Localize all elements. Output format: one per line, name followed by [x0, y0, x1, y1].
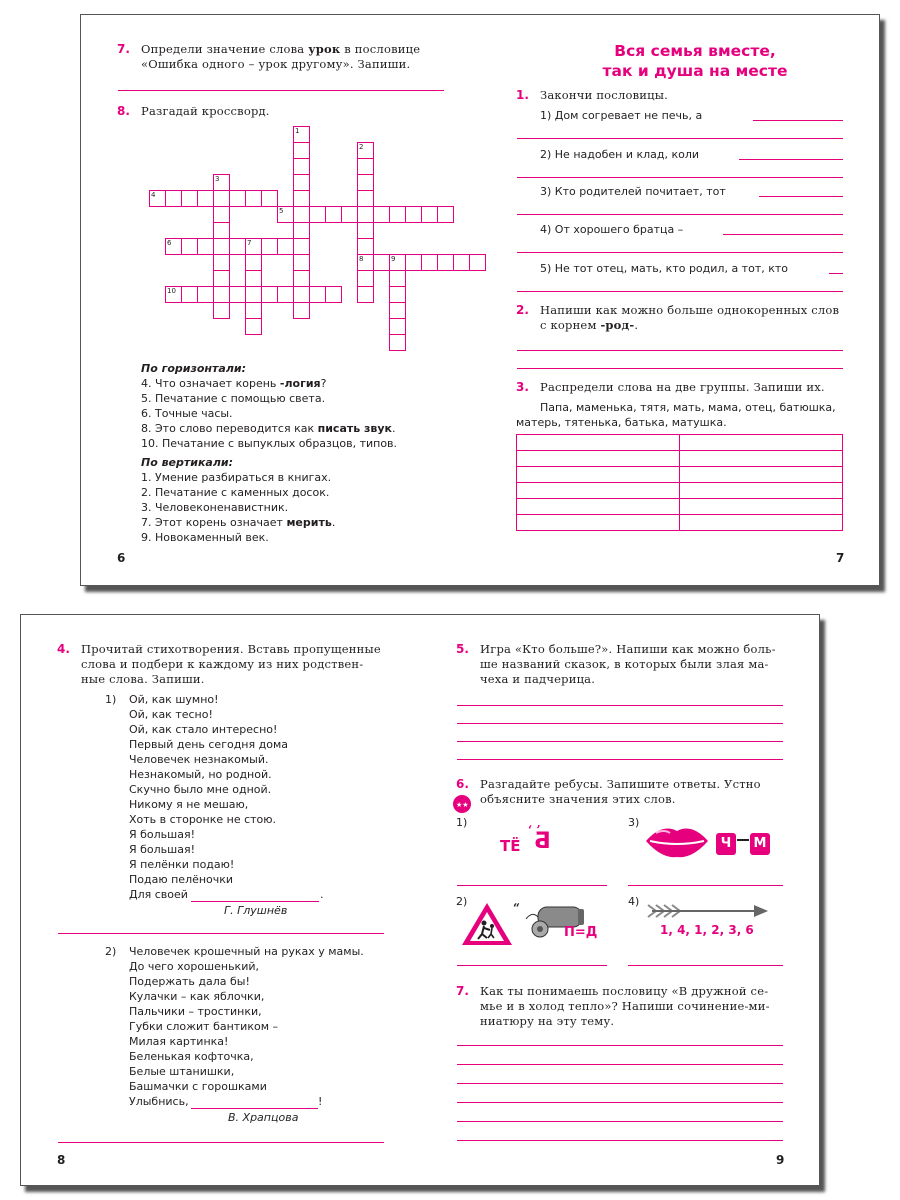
answer-line[interactable]: [457, 723, 783, 724]
clue-item: [141, 500, 461, 515]
answer-line[interactable]: [457, 759, 783, 760]
spread-pages-6-7: [80, 14, 880, 586]
q7p9-line1: Как ты понимаешь пословицу «В дружной се-: [480, 984, 769, 998]
poem-line: Хоть в сторонке не стою.: [129, 813, 277, 826]
crossword-cell[interactable]: [261, 190, 278, 207]
crossword-cell[interactable]: [437, 254, 454, 271]
crossword-cell[interactable]: [357, 206, 374, 223]
poem1-last-line: [129, 887, 188, 902]
clue-text: 2. Печатание с каменных досок.: [141, 486, 330, 499]
q7p9-line2: мье и в холод тепло»? Напиши сочинение-ми-: [480, 999, 770, 1013]
clue-end: .: [392, 422, 396, 435]
answer-line[interactable]: [457, 741, 783, 742]
proverb-item: 5) Не тот отец, мать, кто родил, а тот, кто: [540, 262, 788, 275]
table-cell[interactable]: [517, 451, 680, 467]
q5-number: 5.: [456, 642, 469, 656]
crossword-cell[interactable]: [181, 238, 198, 255]
crossword-cell[interactable]: [293, 286, 310, 303]
crossword-cell[interactable]: [213, 270, 230, 287]
svg-text:★★: ★★: [456, 801, 469, 809]
q7-text-b: в пословице: [340, 42, 421, 56]
crossword-cell[interactable]: [357, 174, 374, 191]
crossword-cell[interactable]: [341, 206, 358, 223]
answer-line[interactable]: [457, 1102, 783, 1103]
horizontal-clues: [141, 376, 461, 451]
crossword-cell[interactable]: [389, 302, 406, 319]
table-cell[interactable]: [680, 515, 843, 531]
hands-icon: [737, 839, 749, 851]
q3-words: [516, 400, 846, 415]
poem2-last-line: [129, 1094, 189, 1109]
clue-item: [141, 436, 461, 451]
answer-line[interactable]: [517, 214, 843, 215]
rebus4-label: 4): [628, 895, 640, 908]
crossword-cell[interactable]: [229, 190, 246, 207]
crossword-cell[interactable]: [181, 190, 198, 207]
proverb-blank[interactable]: [759, 196, 843, 197]
table-row: [517, 435, 843, 451]
poem-line: Подаю пелёночки: [129, 873, 234, 886]
table-row: [517, 451, 843, 467]
page-6: [81, 15, 480, 585]
poem-line: Кулачки – как яблочки,: [129, 990, 265, 1003]
clue-item: [141, 406, 461, 421]
clue-item: [141, 530, 461, 545]
poem-line: Беленькая кофточка,: [129, 1050, 254, 1063]
crossword-cell[interactable]: [181, 286, 198, 303]
crossword-cell[interactable]: [293, 174, 310, 191]
poem-line: Милая картинка!: [129, 1035, 229, 1048]
crossword-cell[interactable]: [261, 238, 278, 255]
q1-number: 1.: [516, 88, 529, 102]
crossword-number: 10: [167, 287, 176, 295]
crossword-number: 7: [247, 239, 252, 247]
crossword-cell[interactable]: [373, 254, 390, 271]
poem1-period: .: [320, 888, 324, 901]
table-row: [517, 467, 843, 483]
proverb-item: 2) Не надобен и клад, коли: [540, 148, 700, 161]
crossword-number: 6: [167, 239, 172, 247]
crossword-cell[interactable]: [293, 206, 310, 223]
poem-line: Пальчики – тростинки,: [129, 1005, 262, 1018]
q7-text-a: Определи значение слова: [141, 42, 309, 56]
rebus2-label: 2): [456, 895, 468, 908]
crossword-cell[interactable]: [245, 254, 262, 271]
letter-che: Ч: [716, 833, 736, 855]
crossword-cell[interactable]: [245, 190, 262, 207]
poem-line: Первый день сегодня дома: [129, 738, 288, 751]
clue-item: [141, 485, 461, 500]
crossword-cell[interactable]: [213, 190, 230, 207]
crossword-cell[interactable]: [213, 302, 230, 319]
crossword-cell[interactable]: [389, 286, 406, 303]
q7-text-p9: [480, 984, 800, 1029]
proverb-blank[interactable]: [723, 234, 843, 235]
page-number-7: 7: [836, 551, 845, 565]
q8-text: Разгадай кроссворд.: [141, 104, 270, 118]
q5-line1: Игра «Кто больше?». Напиши как можно боль-: [480, 642, 776, 656]
poem-line: Белые штанишки,: [129, 1065, 235, 1078]
q2-root: -род-: [600, 318, 635, 332]
table-cell[interactable]: [517, 515, 680, 531]
crossword-cell[interactable]: [245, 302, 262, 319]
crossword-cell[interactable]: [213, 254, 230, 271]
q8-number: 8.: [117, 104, 130, 118]
poem2-marker: 2): [105, 945, 117, 958]
proverb-blank[interactable]: [829, 273, 843, 274]
crossword-cell[interactable]: [213, 206, 230, 223]
poem-line: Ой, как стало интересно!: [129, 723, 278, 736]
q4-number: 4.: [57, 642, 70, 656]
clue-item: [141, 376, 461, 391]
clue-text: 3. Человеконенавистник.: [141, 501, 289, 514]
table-row: [517, 515, 843, 531]
q4-text: [81, 642, 401, 687]
answer-line[interactable]: [457, 1140, 783, 1141]
clue-text: 9. Новокаменный век.: [141, 531, 269, 544]
q1-text: Закончи пословицы.: [540, 88, 668, 102]
crossword-cell[interactable]: [165, 190, 182, 207]
poem-2: [129, 944, 399, 1094]
proverb-item: 1) Дом согревает не печь, а: [540, 109, 703, 122]
crossword-number: 5: [279, 207, 284, 215]
q7-text-line2: «Ошибка одного – урок другому». Запиши.: [141, 57, 411, 71]
q5-line2: ше названий сказок, в которых были злая ма-: [480, 657, 769, 671]
crossword-cell[interactable]: [197, 238, 214, 255]
answer-line[interactable]: [457, 1045, 783, 1046]
poem2-last-text: Улыбнись,: [129, 1095, 189, 1108]
poem-line: Я пелёнки подаю!: [129, 858, 235, 871]
poem1-last-text: Для своей: [129, 888, 188, 901]
q2-line1: Напиши как можно больше однокоренных слов: [540, 303, 840, 317]
table-cell[interactable]: [517, 435, 680, 451]
crossword-cell[interactable]: [293, 142, 310, 159]
rebus3-answer-line[interactable]: [628, 885, 783, 886]
q7-number-p9: 7.: [456, 984, 469, 998]
answer-line[interactable]: [517, 368, 843, 369]
crossword-cell[interactable]: [309, 286, 326, 303]
poem-line: Ой, как шумно!: [129, 693, 219, 706]
crossword-cell[interactable]: [357, 222, 374, 239]
q4-line1: Прочитай стихотворения. Вставь пропущенные: [81, 642, 381, 656]
page-9: [420, 615, 819, 1185]
table-cell[interactable]: [680, 451, 843, 467]
rebus2-answer-line[interactable]: [457, 965, 607, 966]
q4-line3: ные слова. Запиши.: [81, 672, 205, 686]
poem-line: Скучно было мне одной.: [129, 783, 272, 796]
crossword-cell[interactable]: [245, 270, 262, 287]
table-cell[interactable]: [680, 467, 843, 483]
q2-number: 2.: [516, 303, 529, 317]
rebus2-formula: П=Д: [564, 925, 598, 940]
table-cell[interactable]: [680, 499, 843, 515]
answer-line[interactable]: [457, 705, 783, 706]
vertical-clues: [141, 470, 461, 545]
clue-text: 5. Печатание с помощью света.: [141, 392, 326, 405]
crossword-cell[interactable]: [325, 206, 342, 223]
q3-text: Распредели слова на две группы. Запиши их.: [540, 380, 825, 394]
crossword-cell[interactable]: [261, 286, 278, 303]
poem1-blank[interactable]: [191, 901, 319, 902]
answer-line[interactable]: [457, 1121, 783, 1122]
crossword-number: 4: [151, 191, 156, 199]
q6-line2: объясните значения этих слов.: [480, 792, 676, 806]
poem1-marker: 1): [105, 693, 117, 706]
poem2-author: В. Храпцова: [228, 1111, 299, 1124]
proverb-blank[interactable]: [739, 159, 843, 160]
crossword-cell[interactable]: [357, 238, 374, 255]
rebus1-label: 1): [456, 816, 468, 829]
q3-number: 3.: [516, 380, 529, 394]
q2-line2: с корнем: [540, 318, 601, 332]
clue-text: 8. Это слово переводится как: [141, 422, 318, 435]
crossword-cell[interactable]: [229, 286, 246, 303]
crossword-cell[interactable]: [293, 302, 310, 319]
crossword-number: 3: [215, 175, 220, 183]
crossword-cell[interactable]: [357, 158, 374, 175]
crossword-cell[interactable]: [421, 206, 438, 223]
answer-line[interactable]: [517, 138, 843, 139]
crossword-cell[interactable]: [277, 238, 294, 255]
q3-words-2: матерь, тятенька, батька, матушка.: [516, 416, 727, 429]
crossword-cell[interactable]: [373, 206, 390, 223]
page-8: [21, 615, 420, 1185]
crossword-cell[interactable]: [197, 286, 214, 303]
q5-text: [480, 642, 800, 687]
crossword-clues: [141, 361, 461, 545]
rebus2-quotes: “: [513, 901, 520, 915]
answer-line[interactable]: [457, 1064, 783, 1065]
table-cell[interactable]: [680, 435, 843, 451]
q2-dot: .: [634, 318, 639, 332]
q3-words-1: Папа, маменька, тятя, мать, мама, отец, батюшка,: [540, 401, 836, 414]
q6-number: 6.: [456, 777, 469, 791]
q6-line1: Разгадайте ребусы. Запишите ответы. Устно: [480, 777, 761, 791]
table-row: [517, 483, 843, 499]
clue-text: 7. Этот корень означает: [141, 516, 287, 529]
poem-line: Я большая!: [129, 843, 195, 856]
horizontal-title: По горизонтали:: [141, 362, 246, 375]
page-title: [560, 41, 830, 81]
rebus4-answer-line[interactable]: [628, 965, 783, 966]
answer-line[interactable]: [457, 1083, 783, 1084]
q5-line3: чеха и падчерица.: [480, 672, 596, 686]
poem-line: Незнакомый, но родной.: [129, 768, 272, 781]
crossword-cell[interactable]: [309, 206, 326, 223]
lips-icon: [642, 821, 712, 861]
clue-text: 6. Точные часы.: [141, 407, 233, 420]
rebus3-label: 3): [628, 816, 640, 829]
clue-end: .: [331, 516, 336, 529]
poem-line: До чего хорошенький,: [129, 960, 259, 973]
q7-number: 7.: [117, 42, 130, 56]
table-cell[interactable]: [517, 467, 680, 483]
q4-line2: слова и подбери к каждому из них родствен-: [81, 657, 364, 671]
crossword-cell[interactable]: [197, 190, 214, 207]
crossword-cell[interactable]: [389, 334, 406, 351]
page-7: [480, 15, 879, 585]
poem-line: Башмачки с горошками: [129, 1080, 267, 1093]
crossword-number: 8: [359, 255, 364, 263]
crossword-cell[interactable]: [213, 238, 230, 255]
proverb-item: 4) От хорошего братца –: [540, 223, 684, 236]
answer-line[interactable]: [58, 1142, 384, 1143]
letter-em: М: [750, 833, 770, 855]
poem2-exclaim: !: [318, 1095, 323, 1108]
poem-line: Человечек крошечный на руках у мамы.: [129, 945, 364, 958]
clue-end: ?: [320, 377, 327, 390]
q2-text: [540, 303, 845, 333]
clue-item: [141, 391, 461, 406]
crossword-cell[interactable]: [293, 190, 310, 207]
crossword-cell[interactable]: [453, 254, 470, 271]
crossword-number: 1: [295, 127, 300, 135]
q7p9-line3: ниатюру на эту тему.: [480, 1014, 615, 1028]
answer-line[interactable]: [58, 933, 384, 934]
clue-bold: писать звук: [317, 422, 393, 435]
clue-item: [141, 470, 461, 485]
answer-line[interactable]: [517, 291, 843, 292]
crossword-cell[interactable]: [357, 270, 374, 287]
poem-line: Я большая!: [129, 828, 195, 841]
answer-line[interactable]: [517, 252, 843, 253]
table-cell[interactable]: [517, 483, 680, 499]
crossword-cell[interactable]: [325, 286, 342, 303]
clue-bold: -логия: [279, 377, 321, 390]
table-cell[interactable]: [680, 483, 843, 499]
crossword-cell[interactable]: [229, 238, 246, 255]
title-line-1: Вся семья вместе,: [614, 42, 776, 60]
rebus1-mirrored-letter: Б: [534, 829, 551, 854]
crossword-number: 2: [359, 143, 364, 151]
group-table[interactable]: [516, 434, 843, 531]
vertical-title: По вертикали:: [141, 456, 234, 469]
crossword-cell[interactable]: [293, 222, 310, 239]
rebus1-quotes: ‘ ’: [528, 823, 541, 837]
poem-line: Подержать дала бы!: [129, 975, 250, 988]
clue-text: 1. Умение разбираться в книгах.: [141, 471, 332, 484]
crossword-cell[interactable]: [389, 318, 406, 335]
crossword-cell[interactable]: [245, 318, 262, 335]
poem-1: [129, 692, 389, 887]
clue-item: [141, 421, 461, 436]
crossword-cell[interactable]: [405, 206, 422, 223]
poem-line: Ой, как тесно!: [129, 708, 213, 721]
arrow-icon: [644, 901, 770, 921]
title-line-2: так и душа на месте: [602, 62, 788, 80]
crossword-grid: [81, 15, 480, 375]
q7-bold-word: урок: [308, 42, 341, 56]
proverb-blank[interactable]: [753, 120, 843, 121]
road-sign-children-icon: [460, 901, 514, 947]
rebus3-letters: [716, 829, 780, 859]
crossword-cell[interactable]: [293, 270, 310, 287]
clue-item: [141, 515, 461, 530]
crossword-cell[interactable]: [293, 254, 310, 271]
crossword-cell[interactable]: [437, 206, 454, 223]
crossword-cell[interactable]: [213, 222, 230, 239]
crossword-cell[interactable]: [389, 206, 406, 223]
crossword-cell[interactable]: [421, 254, 438, 271]
rebus1: [500, 825, 590, 865]
crossword-cell[interactable]: [277, 286, 294, 303]
table-row: [517, 499, 843, 515]
page-number-8: 8: [57, 1153, 66, 1167]
rebus1-answer-line[interactable]: [457, 885, 607, 886]
crossword-cell[interactable]: [293, 238, 310, 255]
clue-text: 10. Печатание с выпуклых образцов, типов.: [141, 437, 398, 450]
rebus4-sequence: 1, 4, 1, 2, 3, 6: [660, 923, 754, 937]
crossword-cell[interactable]: [245, 286, 262, 303]
poem-line: Человечек незнакомый.: [129, 753, 269, 766]
crossword-number: 9: [391, 255, 396, 263]
poem-line: Губки сложит бантиком –: [129, 1020, 279, 1033]
page-number-9: 9: [776, 1153, 785, 1167]
clue-text: 4. Что означает корень: [141, 377, 280, 390]
rebus1-text: ТЁ: [500, 837, 521, 855]
crossword-cell[interactable]: [293, 158, 310, 175]
crossword-cell[interactable]: [213, 286, 230, 303]
crossword-cell[interactable]: [357, 286, 374, 303]
spread-pages-8-9: [20, 614, 820, 1186]
clue-bold: мерить: [286, 516, 332, 529]
star-bubble-icon: [453, 795, 471, 813]
q6-text: [480, 777, 800, 807]
answer-line[interactable]: [517, 350, 843, 351]
poem-line: Никому я не мешаю,: [129, 798, 249, 811]
crossword-cell[interactable]: [389, 270, 406, 287]
poem1-author: Г. Глушнёв: [224, 904, 288, 917]
proverb-item: 3) Кто родителей почитает, тот: [540, 185, 726, 198]
page-number-6: 6: [117, 551, 126, 565]
crossword-cell[interactable]: [405, 254, 422, 271]
table-cell[interactable]: [517, 499, 680, 515]
crossword-cell[interactable]: [357, 190, 374, 207]
answer-line[interactable]: [517, 177, 843, 178]
poem2-blank[interactable]: [191, 1108, 318, 1109]
